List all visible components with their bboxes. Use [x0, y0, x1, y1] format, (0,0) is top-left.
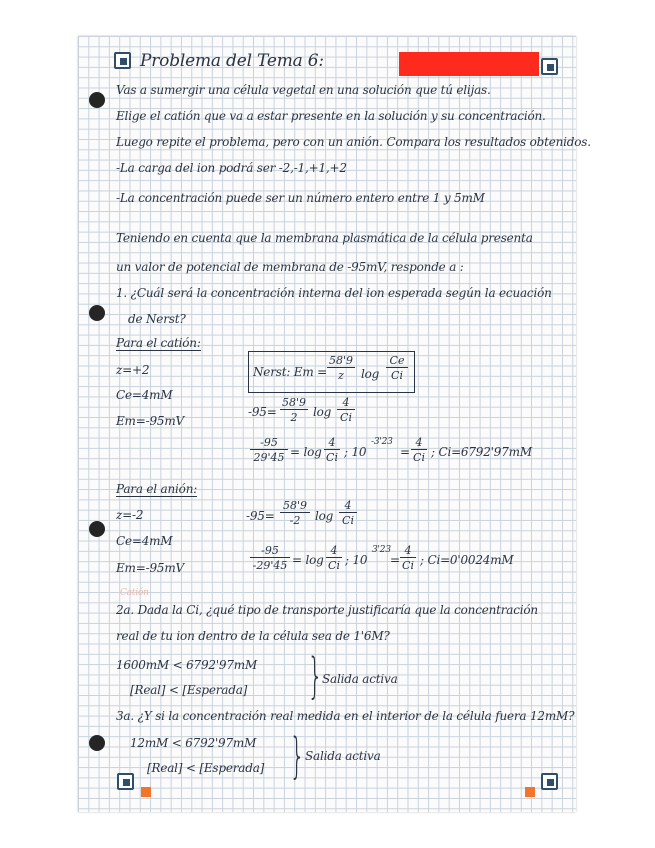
anion-step2-ratio	[326, 545, 342, 571]
anion-step1-fd: Ci	[342, 514, 354, 527]
cation-step1-log: log	[313, 405, 332, 419]
q2-answer: Salida activa	[322, 672, 398, 686]
anion-step1-fn: 4	[339, 500, 357, 513]
cation-step2-fd2: Ci	[413, 451, 425, 464]
intro-line: Elige el catión que va a estar presente en la solución y su concentración.	[116, 109, 546, 123]
cation-result: ; Ci=6792'97mM	[431, 445, 532, 459]
problem-title: Problema del Tema 6:	[140, 51, 324, 71]
q3-relation: [Real] < [Esperada]	[147, 761, 265, 775]
question-3: 3a. ¿Y si la concentración real medida en el interior de la célula fuera 12mM?	[116, 709, 575, 723]
cation-step2-exp: -3'23	[371, 437, 393, 447]
cation-step1-ratio	[337, 397, 355, 423]
cation-heading: Para el catión:	[116, 336, 201, 350]
nerst-ci: Ci	[391, 369, 403, 382]
anion-step2-den: -29'45	[252, 559, 288, 572]
anion-step2-ratio2	[400, 545, 416, 571]
notebook-logo-icon	[541, 773, 558, 790]
anion-z: z=-2	[116, 508, 144, 522]
cation-step1-den: 2	[290, 411, 298, 424]
cation-step2-fd: Ci	[326, 451, 338, 464]
nerst-numerator: 58'9	[328, 354, 354, 367]
cation-step2-mid: = log	[290, 445, 322, 459]
question-2: 2a. Dada la Ci, ¿qué tipo de transporte justificaría que la concentración	[116, 603, 538, 617]
cation-z: z=+2	[116, 363, 150, 377]
question-2-cont: real de tu ion dentro de la célula sea de 1'6M?	[116, 629, 390, 643]
notebook-logo-icon	[114, 52, 131, 69]
anion-step1-lhs: -95=	[246, 509, 275, 523]
nerst-label: Nerst: Em =	[253, 365, 327, 379]
cation-step2-frac	[250, 437, 288, 463]
anion-step2-fd: Ci	[328, 559, 340, 572]
anion-ce: Ce=4mM	[116, 534, 173, 548]
cation-step2-pow: ; 10	[344, 445, 367, 459]
anion-step2-mid: = log	[292, 553, 324, 567]
cation-step1-lhs: -95=	[248, 405, 277, 419]
anion-step2-exp: 3'23	[372, 545, 391, 555]
q3-answer: Salida activa	[305, 749, 381, 763]
cation-step2-fn: 4	[324, 437, 340, 450]
cation-em: Em=-95mV	[116, 414, 184, 428]
anion-step2-fd2: Ci	[402, 559, 414, 572]
cation-step2-ratio	[324, 437, 340, 463]
anion-step2-fn2: 4	[400, 545, 416, 558]
anion-step1-log: log	[315, 509, 334, 523]
erased-label: Catión	[120, 588, 149, 598]
cation-step1-fd: Ci	[340, 411, 352, 424]
anion-result: ; Ci=0'0024mM	[420, 553, 514, 567]
nerst-ce: Ce	[386, 355, 408, 368]
context-line: un valor de potencial de membrana de -95mV, responde a :	[116, 260, 464, 274]
binder-hole	[89, 735, 105, 751]
q2-relation: [Real] < [Esperada]	[130, 683, 248, 697]
q3-comparison: 12mM < 6792'97mM	[130, 736, 257, 750]
cation-step2-ratio2	[411, 437, 427, 463]
nerst-fraction	[327, 355, 355, 381]
anion-step1-num: 58'9	[280, 500, 310, 513]
intro-line: Vas a sumergir una célula vegetal en una solución que tú elijas.	[116, 83, 491, 97]
cation-ce: Ce=4mM	[116, 388, 173, 402]
question-1-cont: de Nerst?	[128, 312, 186, 326]
nerst-denominator: z	[338, 369, 344, 382]
q2-comparison: 1600mM < 6792'97mM	[116, 658, 258, 672]
cation-step1-frac	[280, 397, 308, 423]
orange-mark	[525, 787, 535, 797]
cation-step1-fn: 4	[337, 397, 355, 410]
anion-step2-eq: =	[390, 553, 400, 567]
notebook-logo-icon	[541, 58, 558, 75]
notebook-logo-icon	[117, 773, 134, 790]
redaction-block	[399, 52, 539, 76]
intro-line: Luego repite el problema, pero con un anión. Compara los resultados obtenidos.	[116, 135, 591, 149]
binder-hole	[89, 92, 105, 108]
anion-step2-frac	[250, 545, 290, 571]
anion-step2-fn: 4	[326, 545, 342, 558]
nerst-log: log	[361, 367, 380, 381]
anion-step2-pow: ; 10	[345, 553, 368, 567]
cation-step1-num: 58'9	[281, 396, 307, 409]
anion-step1-ratio	[339, 500, 357, 526]
anion-step1-den: -2	[289, 514, 301, 527]
cation-step2-fn2: 4	[411, 437, 427, 450]
cation-step2-eq: =	[400, 445, 410, 459]
question-1: 1. ¿Cuál será la concentración interna del ion esperada según la ecuación	[116, 286, 552, 300]
q3-brace: }	[289, 728, 305, 784]
context-line: Teniendo en cuenta que la membrana plasmática de la célula presenta	[116, 231, 533, 245]
q2-brace: }	[307, 648, 323, 704]
anion-step1-frac	[280, 500, 310, 526]
anion-step2-num: -95	[250, 545, 290, 558]
cation-step2-num: -95	[250, 437, 288, 450]
binder-hole	[89, 521, 105, 537]
orange-mark	[141, 787, 151, 797]
anion-em: Em=-95mV	[116, 561, 184, 575]
anion-heading: Para el anión:	[116, 482, 198, 496]
binder-hole	[89, 305, 105, 321]
cation-step2-den: 29'45	[253, 451, 285, 464]
nerst-ratio	[386, 355, 408, 381]
intro-line: -La concentración puede ser un número entero entre 1 y 5mM	[116, 191, 485, 205]
intro-line: -La carga del ion podrá ser -2,-1,+1,+2	[116, 161, 347, 175]
